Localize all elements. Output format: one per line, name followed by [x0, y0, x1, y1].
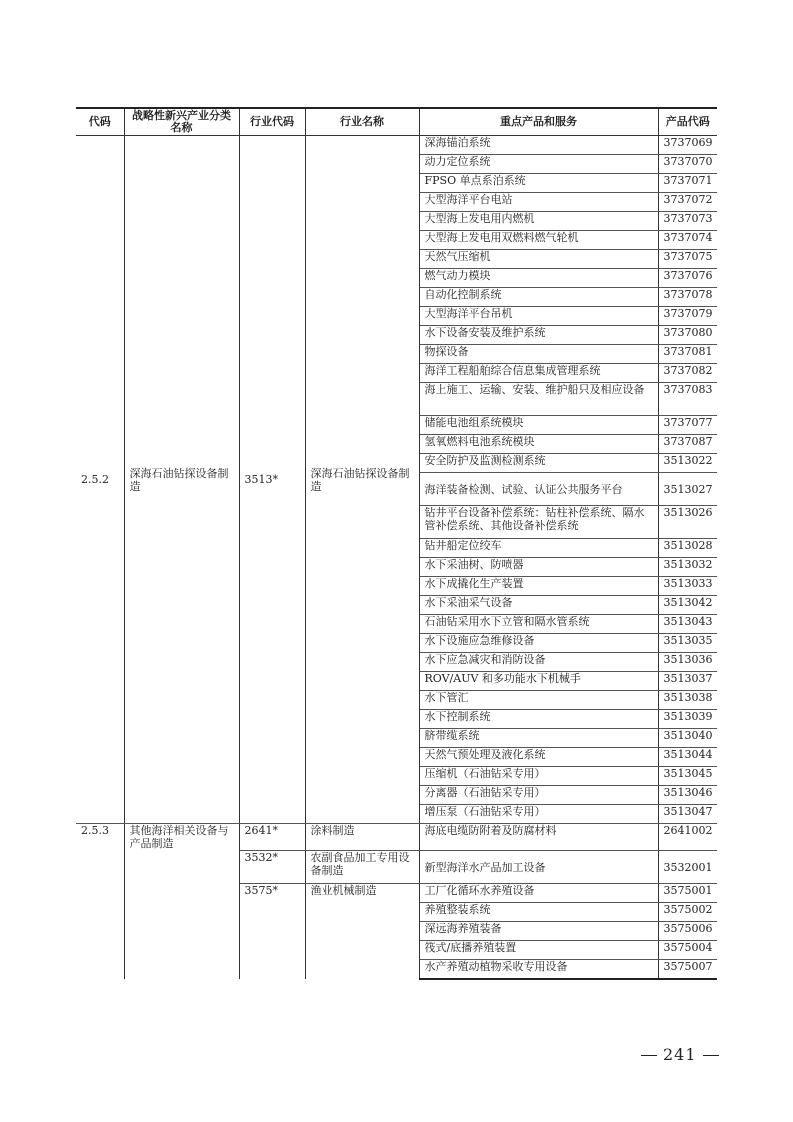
product-code: 3513047 [658, 805, 717, 824]
product-name: 水下采油采气设备 [419, 596, 658, 615]
product-code: 3513044 [658, 748, 717, 767]
product-code: 3513040 [658, 729, 717, 748]
product-code: 3737082 [658, 364, 717, 383]
product-name: 水下采油树、防喷器 [419, 558, 658, 577]
product-code: 3737078 [658, 288, 717, 307]
section-code: 2.5.2 [76, 136, 124, 824]
product-name: 筏式/底播养殖装置 [419, 941, 658, 960]
header-category-name: 战略性新兴产业分类名称 [124, 108, 239, 136]
industry-name: 农副食品加工专用设备制造 [305, 851, 419, 884]
product-name: ROV/AUV 和多功能水下机械手 [419, 672, 658, 691]
product-name: 水下设施应急维修设备 [419, 634, 658, 653]
product-name: 水下成撬化生产装置 [419, 577, 658, 596]
product-name: 增压泵（石油钻采专用） [419, 805, 658, 824]
product-code: 3737083 [658, 383, 717, 416]
page-number-dash-right [703, 1055, 719, 1056]
product-name: 大型海洋平台电站 [419, 193, 658, 212]
product-name: 储能电池组系统模块 [419, 416, 658, 435]
product-code: 3737087 [658, 435, 717, 454]
product-name: 大型海上发电用双燃料燃气轮机 [419, 231, 658, 250]
header-product-code: 产品代码 [658, 108, 717, 136]
product-name: 水下设备安装及维护系统 [419, 326, 658, 345]
product-code: 3575002 [658, 903, 717, 922]
product-code: 3513038 [658, 691, 717, 710]
product-code: 3513036 [658, 653, 717, 672]
product-name: 物探设备 [419, 345, 658, 364]
product-code: 3513045 [658, 767, 717, 786]
product-name: 天然气预处理及液化系统 [419, 748, 658, 767]
product-code: 3575004 [658, 941, 717, 960]
product-name: 养殖整装系统 [419, 903, 658, 922]
product-code: 3737080 [658, 326, 717, 345]
industry-code: 3513* [239, 136, 305, 824]
product-code: 2641002 [658, 824, 717, 851]
product-name: 深海锚泊系统 [419, 136, 658, 155]
table-row [76, 824, 717, 851]
table-row [76, 136, 717, 155]
product-name: 石油钻采用水下立管和隔水管系统 [419, 615, 658, 634]
product-name: 天然气压缩机 [419, 250, 658, 269]
product-name: 燃气动力模块 [419, 269, 658, 288]
header-code: 代码 [76, 108, 124, 136]
header-row [76, 108, 717, 136]
product-code: 3513032 [658, 558, 717, 577]
product-name: 水下控制系统 [419, 710, 658, 729]
page-number-text: 241 [663, 1045, 697, 1064]
product-name: 工厂化循环水养殖设备 [419, 884, 658, 903]
product-code: 3737072 [658, 193, 717, 212]
product-code: 3532001 [658, 851, 717, 884]
product-code: 3737071 [658, 174, 717, 193]
product-code: 3575007 [658, 960, 717, 980]
header-products: 重点产品和服务 [419, 108, 658, 136]
product-code: 3513022 [658, 454, 717, 473]
industry-code: 3575* [239, 884, 305, 980]
product-name: 脐带缆系统 [419, 729, 658, 748]
page-number-dash-left [641, 1055, 657, 1056]
product-name: 新型海洋水产品加工设备 [419, 851, 658, 884]
product-name: 水产养殖动植物采收专用设备 [419, 960, 658, 980]
product-name: 海上施工、运输、安装、维护船只及相应设备 [419, 383, 658, 416]
product-code: 3575006 [658, 922, 717, 941]
header-industry-code: 行业代码 [239, 108, 305, 136]
product-name: 大型海洋平台吊机 [419, 307, 658, 326]
product-name: 氢氧燃料电池系统模块 [419, 435, 658, 454]
product-name: 海洋装备检测、试验、认证公共服务平台 [419, 473, 658, 506]
product-code: 3737069 [658, 136, 717, 155]
page-number [635, 1045, 725, 1064]
product-code: 3737070 [658, 155, 717, 174]
product-name: 海洋工程船舶综合信息集成管理系统 [419, 364, 658, 383]
product-code: 3513042 [658, 596, 717, 615]
product-code: 3737073 [658, 212, 717, 231]
product-name: 压缩机（石油钻采专用） [419, 767, 658, 786]
product-code: 3737079 [658, 307, 717, 326]
product-name: 深远海养殖装备 [419, 922, 658, 941]
section-code: 2.5.3 [76, 824, 124, 980]
header-industry-name: 行业名称 [305, 108, 419, 136]
classification-table [76, 107, 717, 980]
product-code: 3513033 [658, 577, 717, 596]
product-code: 3513043 [658, 615, 717, 634]
product-code: 3513037 [658, 672, 717, 691]
section-name: 其他海洋相关设备与产品制造 [124, 824, 239, 980]
product-name: 水下应急减灾和消防设备 [419, 653, 658, 672]
product-name: FPSO 单点系泊系统 [419, 174, 658, 193]
product-code: 3737074 [658, 231, 717, 250]
product-name: 自动化控制系统 [419, 288, 658, 307]
product-name: 安全防护及监测检测系统 [419, 454, 658, 473]
industry-name: 渔业机械制造 [305, 884, 419, 980]
product-code: 3513046 [658, 786, 717, 805]
industry-name: 涂料制造 [305, 824, 419, 851]
product-code: 3513028 [658, 539, 717, 558]
industry-code: 2641* [239, 824, 305, 851]
product-code: 3737076 [658, 269, 717, 288]
product-code: 3513027 [658, 473, 717, 506]
product-name: 分离器（石油钻采专用） [419, 786, 658, 805]
product-name: 动力定位系统 [419, 155, 658, 174]
product-name: 水下管汇 [419, 691, 658, 710]
industry-name: 深海石油钻探设备制造 [305, 136, 419, 824]
product-name: 钻井平台设备补偿系统：钻柱补偿系统、隔水管补偿系统、其他设备补偿系统 [419, 506, 658, 539]
product-code: 3513026 [658, 506, 717, 539]
product-code: 3737081 [658, 345, 717, 364]
product-code: 3737075 [658, 250, 717, 269]
product-name: 钻井船定位绞车 [419, 539, 658, 558]
product-code: 3575001 [658, 884, 717, 903]
industry-code: 3532* [239, 851, 305, 884]
product-code: 3737077 [658, 416, 717, 435]
product-code: 3513035 [658, 634, 717, 653]
section-name: 深海石油钻探设备制造 [124, 136, 239, 824]
product-name: 海底电缆防附着及防腐材料 [419, 824, 658, 851]
product-code: 3513039 [658, 710, 717, 729]
product-name: 大型海上发电用内燃机 [419, 212, 658, 231]
